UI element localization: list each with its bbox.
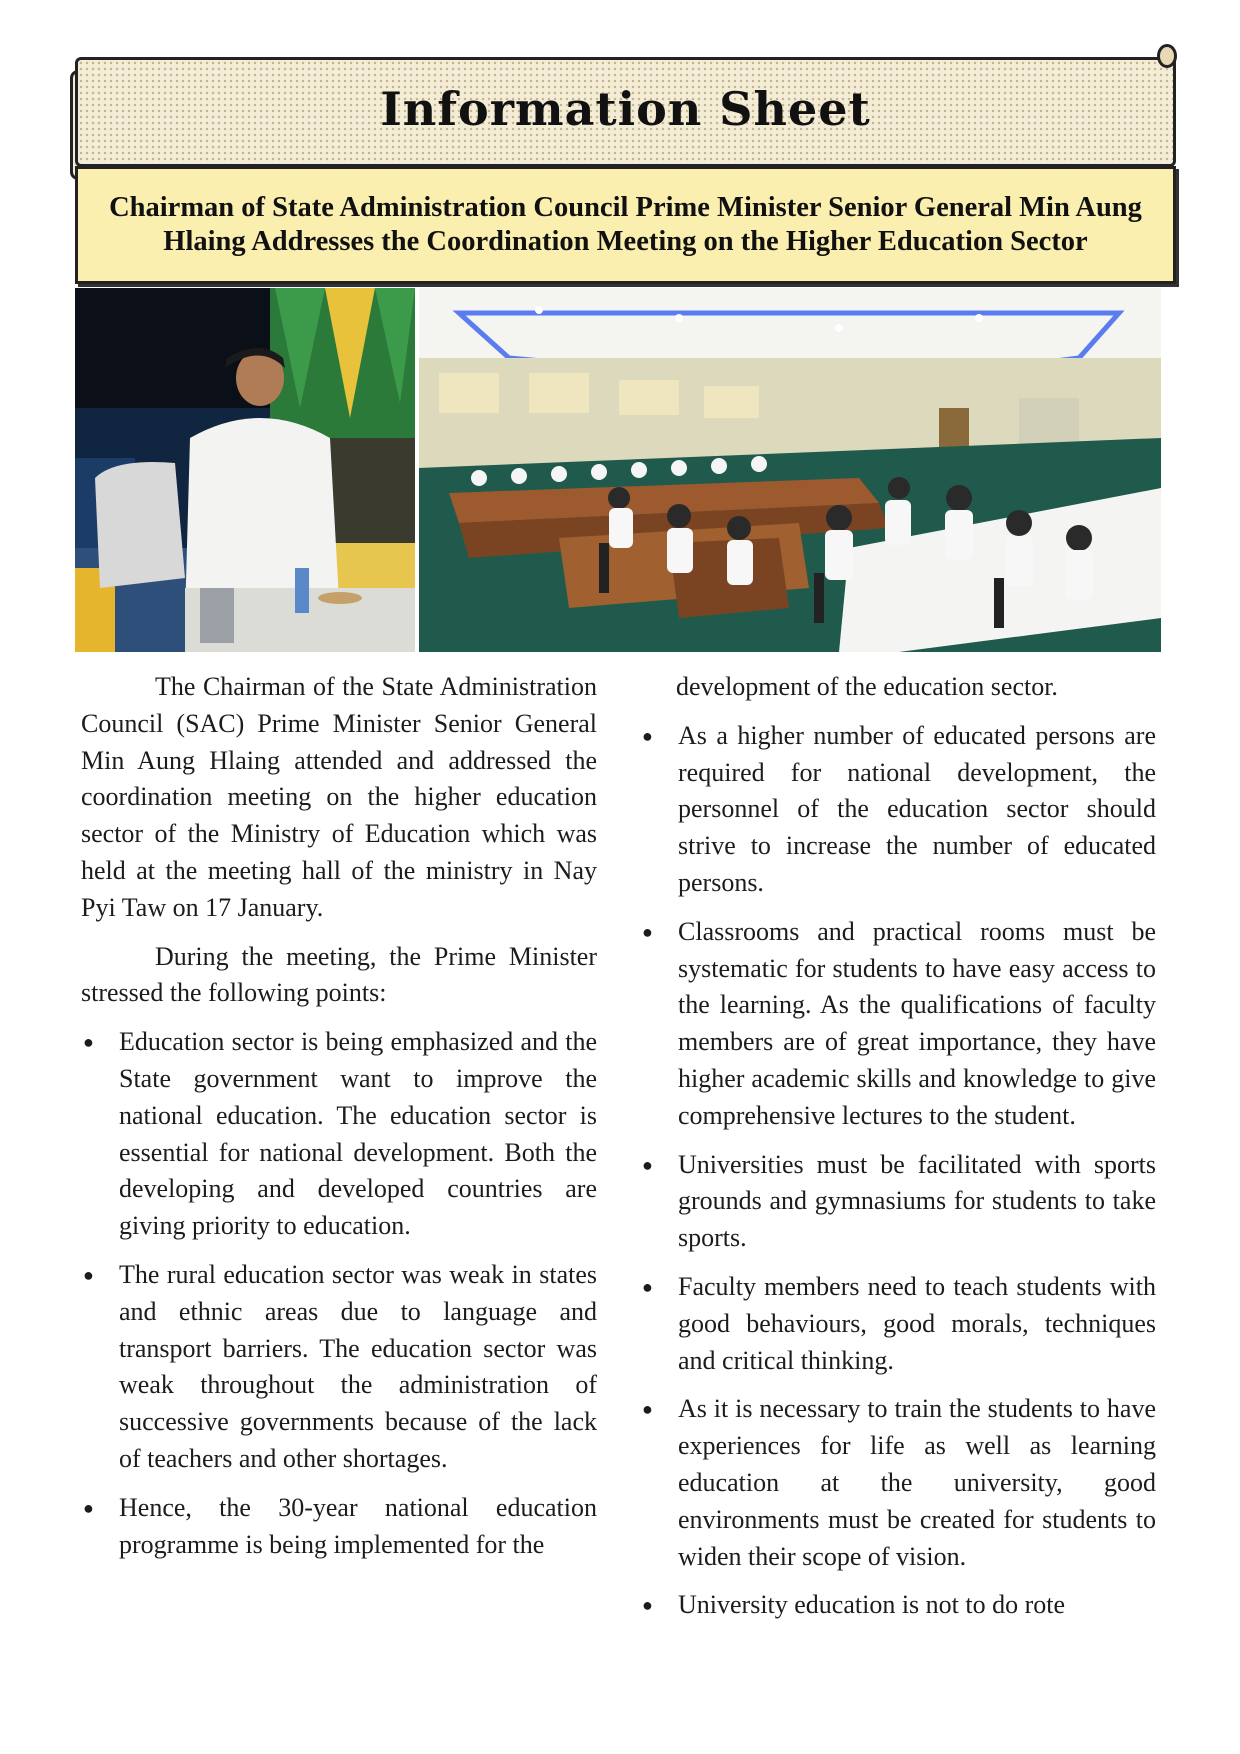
meeting-hall-illustration xyxy=(419,288,1161,652)
bullet-icon: ● xyxy=(642,725,653,746)
list-item: ● Universities must be facilitated with sports grounds and gymnasiums for students to take sports. xyxy=(640,1147,1156,1257)
list-item: ● As it is necessary to train the students to have experiences for life as well as learning education at the university, good environments must be created for students to widen their scope of vision. xyxy=(640,1391,1156,1575)
scroll-curl-decoration xyxy=(1157,44,1177,68)
bullet-icon: ● xyxy=(642,1276,653,1297)
headline: Chairman of State Administration Council Prime Minister Senior General Min Aung Hlaing Addresses the Coordination Meeting on the Higher Education Sector xyxy=(109,192,1142,257)
list-item: ● Education sector is being emphasized and the State government want to improve the national education. The education sector is essential for national development. Both the developing and developed countries are giving priority to education. xyxy=(81,1024,597,1245)
list-item: ● University education is not to do rote xyxy=(640,1587,1156,1624)
article-right-column xyxy=(640,669,1156,1636)
lead-paragraph: During the meeting, the Prime Minister stressed the following points: xyxy=(81,941,597,1008)
bullet-icon: ● xyxy=(642,1399,653,1420)
article-left-column xyxy=(81,669,597,1575)
bullet-icon: ● xyxy=(642,1154,653,1175)
list-item: ● The rural education sector was weak in states and ethnic areas due to language and transport barriers. The education sector was weak throughout the administration of successive governments because of the lack of teachers and other shortages. xyxy=(81,1257,597,1478)
intro-paragraph: The Chairman of the State Administration Council (SAC) Prime Minister Senior General Min Aung Hlaing attended and addressed the coordination meeting on the higher education sector of the Ministry of Education which was held at the meeting hall of the ministry in Nay Pyi Taw on 17 January. xyxy=(81,672,597,922)
bullet-icon: ● xyxy=(83,1264,94,1285)
chairman-speaking-photo xyxy=(75,288,415,652)
headline-box xyxy=(75,166,1176,284)
title-banner xyxy=(75,57,1176,167)
list-item: ● Hence, the 30-year national education programme is being implemented for the xyxy=(81,1490,597,1564)
chairman-photo-illustration xyxy=(75,288,415,652)
bullet-icon: ● xyxy=(642,1595,653,1616)
page-title: Information Sheet xyxy=(380,82,871,136)
list-item: ● As a higher number of educated persons are required for national development, the personnel of the education sector should strive to increase the number of educated persons. xyxy=(640,718,1156,902)
bullet-icon: ● xyxy=(642,921,653,942)
right-bullet-list xyxy=(640,718,1156,1624)
left-bullet-list xyxy=(81,1024,597,1563)
continuation-text: development of the education sector. xyxy=(676,672,1058,701)
list-item: ● Faculty members need to teach students with good behaviours, good morals, techniques and critical thinking. xyxy=(640,1269,1156,1379)
meeting-hall-photo xyxy=(419,288,1161,652)
list-item: ● Classrooms and practical rooms must be systematic for students to have easy access to the learning. As the qualifications of faculty members are of great importance, they have higher academic skills and knowledge to give comprehensive lectures to the student. xyxy=(640,914,1156,1135)
bullet-icon: ● xyxy=(83,1032,94,1053)
bullet-icon: ● xyxy=(83,1497,94,1518)
